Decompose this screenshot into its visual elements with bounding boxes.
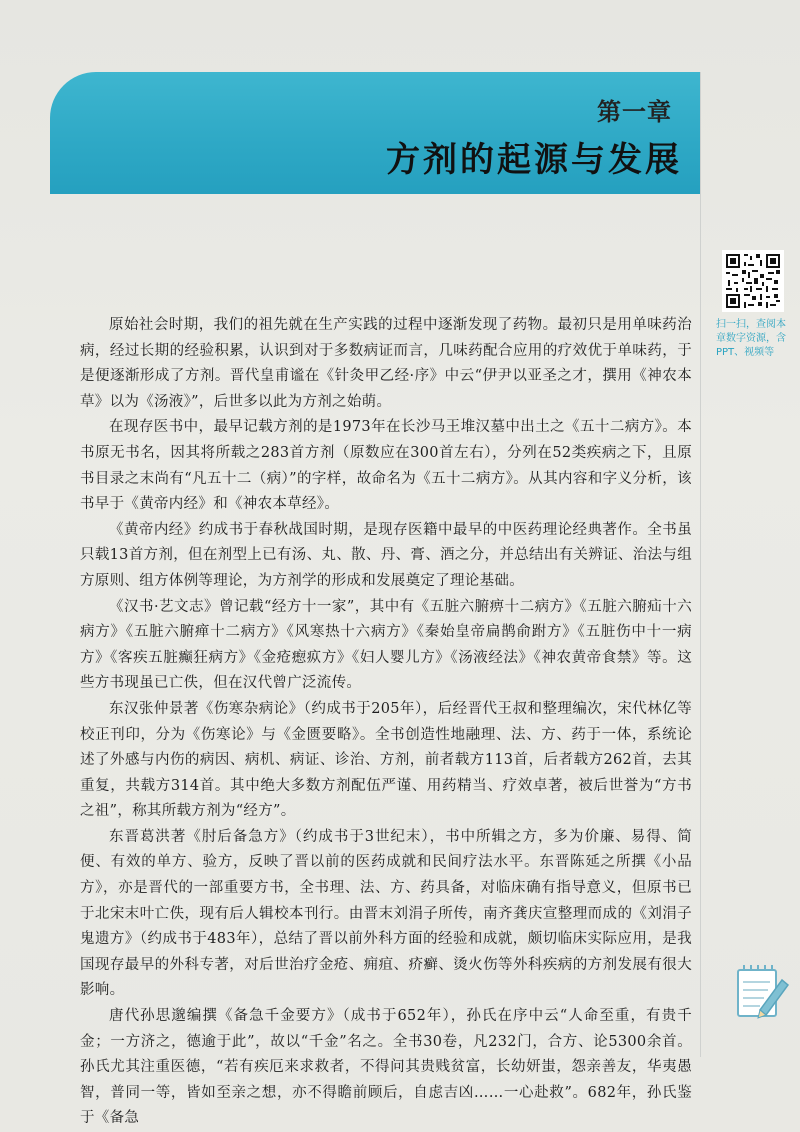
paragraph-4: 《汉书·艺文志》曾记载“经方十一家”，其中有《五脏六腑痹十二病方》《五脏六腑疝十六病方》《五脏六腑瘅十二病方》《风寒热十六病方》《秦始皇帝扁鹊俞跗方》《五脏伤中十一病方》《客疾五脏癫狂病方》《金疮瘛疭方》《妇人婴儿方》《汤液经法》《神农黄帝食禁》等。这些方书现虽已亡佚，但在汉代曾广泛流传。 — [80, 598, 692, 692]
paragraph-7: 唐代孙思邈编撰《备急千金要方》（成书于652年），孙氏在序中云“人命至重，有贵千金；一方济之，德逾于此”，故以“千金”名之。全书30卷，凡232门，合方、论5300余首。孙氏尤其注重医德，“若有疾厄来求救者，不得问其贵贱贫富，长幼妍蚩，怨亲善友，华夷愚智，普同一等，皆如至亲之想，亦不得瞻前顾后，自虑吉凶……一心赴救”。682年，孙氏鉴于《备急 — [80, 1008, 692, 1127]
paragraph-6: 东晋葛洪著《肘后备急方》（约成书于3世纪末），书中所辑之方，多为价廉、易得、简便、有效的单方、验方，反映了晋以前的医药成就和民间疗法水平。东晋陈延之所撰《小品方》，亦是晋代的一部重要方书，全书理、法、方、药具备，对临床确有指导意义，但原书已于北宋末叶亡佚，现有后人辑校本刊行。由晋末刘涓子所传，南齐龚庆宣整理而成的《刘涓子鬼遗方》（约成书于483年），总结了晋以前外科方面的经验和成就，颇切临床实际应用，是我国现存最早的外科专著，对后世治疗金疮、痈疽、疥癣、烫火伤等外科疾病的方剂发展有很大影响。 — [80, 828, 692, 999]
paragraph-3: 《黄帝内经》约成书于春秋战国时期，是现存医籍中最早的中医药理论经典著作。全书虽只载13首方剂，但在剂型上已有汤、丸、散、丹、膏、酒之分，并总结出有关辨证、治法与组方原则、组方体例等理论，为方剂学的形成和发展奠定了理论基础。 — [80, 521, 692, 589]
paragraph-2: 在现存医书中，最早记载方剂的是1973年在长沙马王堆汉墓中出土之《五十二病方》。本书原无书名，因其将所载之283首方剂（原数应在300首左右），分列在52类疾病之下，且原书目录之末尚有“凡五十二（病）”的字样，故命名为《五十二病方》。从其内容和字义分析，该书早于《黄帝内经》和《神农本草经》。 — [80, 419, 692, 513]
body-text — [80, 313, 692, 1132]
running-head-bleedthrough — [440, 20, 750, 42]
qr-code-icon[interactable] — [722, 250, 784, 312]
margin-rule — [700, 72, 701, 1057]
chapter-number: 第一章 — [597, 98, 672, 126]
chapter-title: 方剂的起源与发展 — [386, 140, 682, 180]
notes-pencil-icon — [734, 962, 790, 1022]
paragraph-1: 原始社会时期，我们的祖先就在生产实践的过程中逐渐发现了药物。最初只是用单味药治病，经过长期的经验积累，认识到对于多数病证而言，几味药配合应用的疗效优于单味药，于是便逐渐形成了方剂。晋代皇甫谧在《针灸甲乙经·序》中云“伊尹以亚圣之才，撰用《神农本草》以为《汤液》”，后世多以此为方剂之始萌。 — [80, 317, 692, 410]
qr-caption: 扫一扫，查阅本章数字资源，含PPT、视频等 — [716, 319, 786, 358]
paragraph-5: 东汉张仲景著《伤寒杂病论》（约成书于205年），后经晋代王叔和整理编次，宋代林亿等校正刊印，分为《伤寒论》与《金匮要略》。全书创造性地融理、法、方、药于一体，系统论述了外感与内伤的病因、病机、病证、诊治、方剂，前者载方113首，后者载方262首，去其重复，共载方314首。其中绝大多数方剂配伍严谨、用药精当、疗效卓著，被后世誉为“方书之祖”，称其所载方剂为“经方”。 — [80, 700, 692, 820]
chapter-banner — [50, 72, 700, 194]
